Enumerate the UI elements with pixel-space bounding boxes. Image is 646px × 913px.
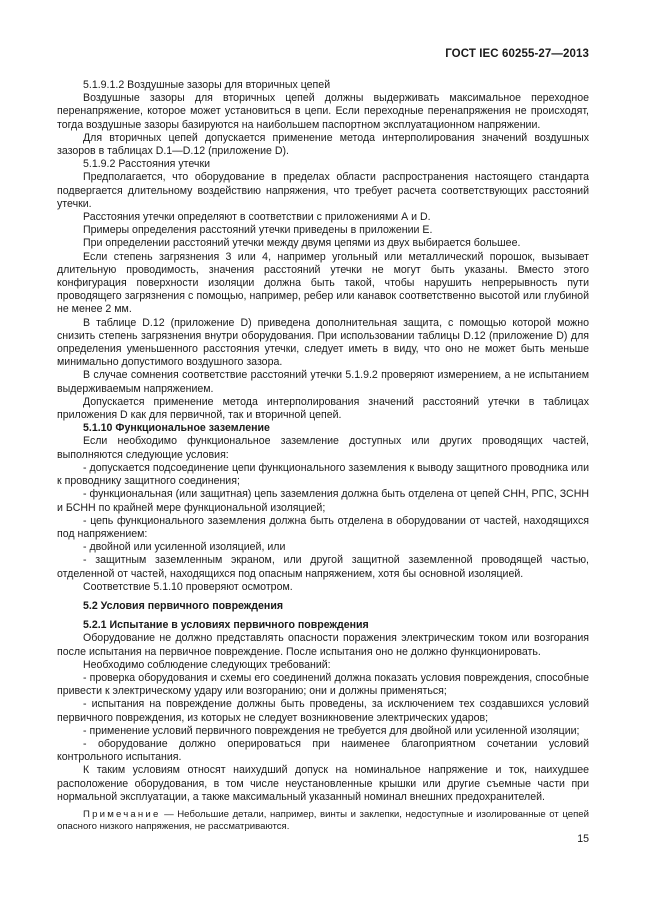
paragraph: Воздушные зазоры для вторичных цепей должны выдерживать максимальное переходное перенапряжение, которое может установиться в цепи. Если переходные перенапряжения не происходят, тогда воздушные зазоры базируются на наибольшем паспортном эксплуатационном напряжении. — [57, 92, 589, 131]
clause-heading: 5.1.9.2 Расстояния утечки — [83, 158, 210, 171]
page-number: 15 — [577, 833, 589, 845]
paragraph: Расстояния утечки определяют в соответствии с приложениями А и D. — [83, 211, 431, 224]
paragraph: Для вторичных цепей допускается применение метода интерполирования значений воздушных зазоров в таблицах D.1—D.12 (приложение D). — [57, 131, 589, 158]
document-header: ГОСТ IEC 60255-27—2013 — [445, 48, 589, 60]
paragraph: При определении расстояний утечки между двумя цепями из двух выбирается большее. — [83, 237, 521, 250]
paragraph: Допускается применение метода интерполирования значений расстояний утечки в таблицах приложения D как для первичной, так и вторичной цепей. — [57, 395, 589, 422]
list-item: - допускается подсоединение цепи функционального заземления к выводу защитного проводника или к проводнику защитного соединения; — [57, 461, 589, 488]
section-heading: 5.1.10 Функциональное заземление — [83, 422, 270, 435]
paragraph: Оборудование не должно представлять опасности поражения электрическим током или возгорания после испытания на первичное повреждение. После испытания оно не должно функционировать. — [57, 632, 589, 658]
paragraph: Предполагается, что оборудование в пределах области распространения настоящего стандарта подвергается длительному воздействию напряжения, что требует расчета соответствующих расстояний утечки. — [57, 171, 589, 210]
section-heading: 5.2 Условия первичного повреждения — [83, 599, 284, 612]
note — [57, 809, 589, 834]
list-item: - цепь функционального заземления должна быть отделена в оборудовании от частей, находящихся под напряжением: — [57, 514, 589, 540]
paragraph: Если необходимо функциональное заземление доступных или других проводящих частей, выполняются следующие условия: — [57, 435, 589, 461]
paragraph: Соответствие 5.1.10 проверяют осмотром. — [83, 580, 293, 593]
paragraph: К таким условиям относят наихудший допуск на номинальное напряжение и ток, наихудшее расположение оборудования, в том числе неустановленные крышки или другие съемные части при нормальной эксплуатации, а также максимальный указанный номинал внешних предохранителей. — [57, 764, 589, 803]
list-item: - применение условий первичного повреждения не требуется для двойной или усиленной изоляции; — [83, 724, 580, 737]
page-body — [57, 79, 589, 834]
list-item: - проверка оборудования и схемы его соединений должна показать условия повреждения, способные привести к электрическому удару или возгоранию; они и должны применяться; — [57, 671, 589, 698]
list-item: - защитным заземленным экраном, или другой защитной заземленной проводящей частью, отделенной от частей, находящихся под опасным напряжением, хотя бы основной изоляцией. — [57, 554, 589, 580]
paragraph: Примеры определения расстояний утечки приведены в приложении Е. — [83, 224, 433, 237]
note-text: — Небольшие детали, например, винты и заклепки, недоступные и изолированные от цепей опасного низкого напряжения, не рассматриваются. — [57, 808, 589, 833]
clause-heading: 5.1.9.1.2 Воздушные зазоры для вторичных цепей — [83, 79, 331, 91]
list-item: - функциональная (или защитная) цепь заземления должна быть отделена от цепей СНН, РПС, ЗСНН и БСНН по крайней мере функциональной изоляцией; — [57, 488, 589, 514]
paragraph: В случае сомнения соответствие расстояний утечки 5.1.9.2 проверяют измерением, а не испытанием выдерживаемым напряжением. — [57, 369, 589, 395]
list-item: - двойной или усиленной изоляцией, или — [83, 541, 286, 554]
note-label: Примечание — [83, 808, 161, 820]
paragraph: В таблице D.12 (приложение D) приведена дополнительная защита, с помощью которой можно снизить степень загрязнения внутри оборудования. При использовании таблицы D.12 (приложение D) для определения уменьшенного расстояния утечки, следует иметь в виду, что оно не может быть меньше минимально допустимого воздушного зазора. — [57, 316, 589, 369]
paragraph: Если степень загрязнения 3 или 4, например угольный или металлический порошок, вызывает длительную проводимость, значения расстояний утечки не могут быть указаны. Вместо этого конфигурация поверхности изоляции должна быть такой, чтобы нарушить непрерывность пути проводящего загрязнения с помощью, например, ребер или канавок соответственно высотой или глубиной не менее 2 мм. — [57, 250, 589, 316]
list-item: - испытания на повреждение должны быть проведены, за исключением тех создавшихся условий первичного повреждения, из которых не следует возникновение электрических ударов; — [57, 698, 589, 724]
list-item: - оборудование должно оперироваться при наименее благоприятном сочетании условий контрольного испытания. — [57, 737, 589, 764]
paragraph: Необходимо соблюдение следующих требований: — [83, 658, 331, 671]
subsection-heading: 5.2.1 Испытание в условиях первичного повреждения — [83, 619, 369, 632]
